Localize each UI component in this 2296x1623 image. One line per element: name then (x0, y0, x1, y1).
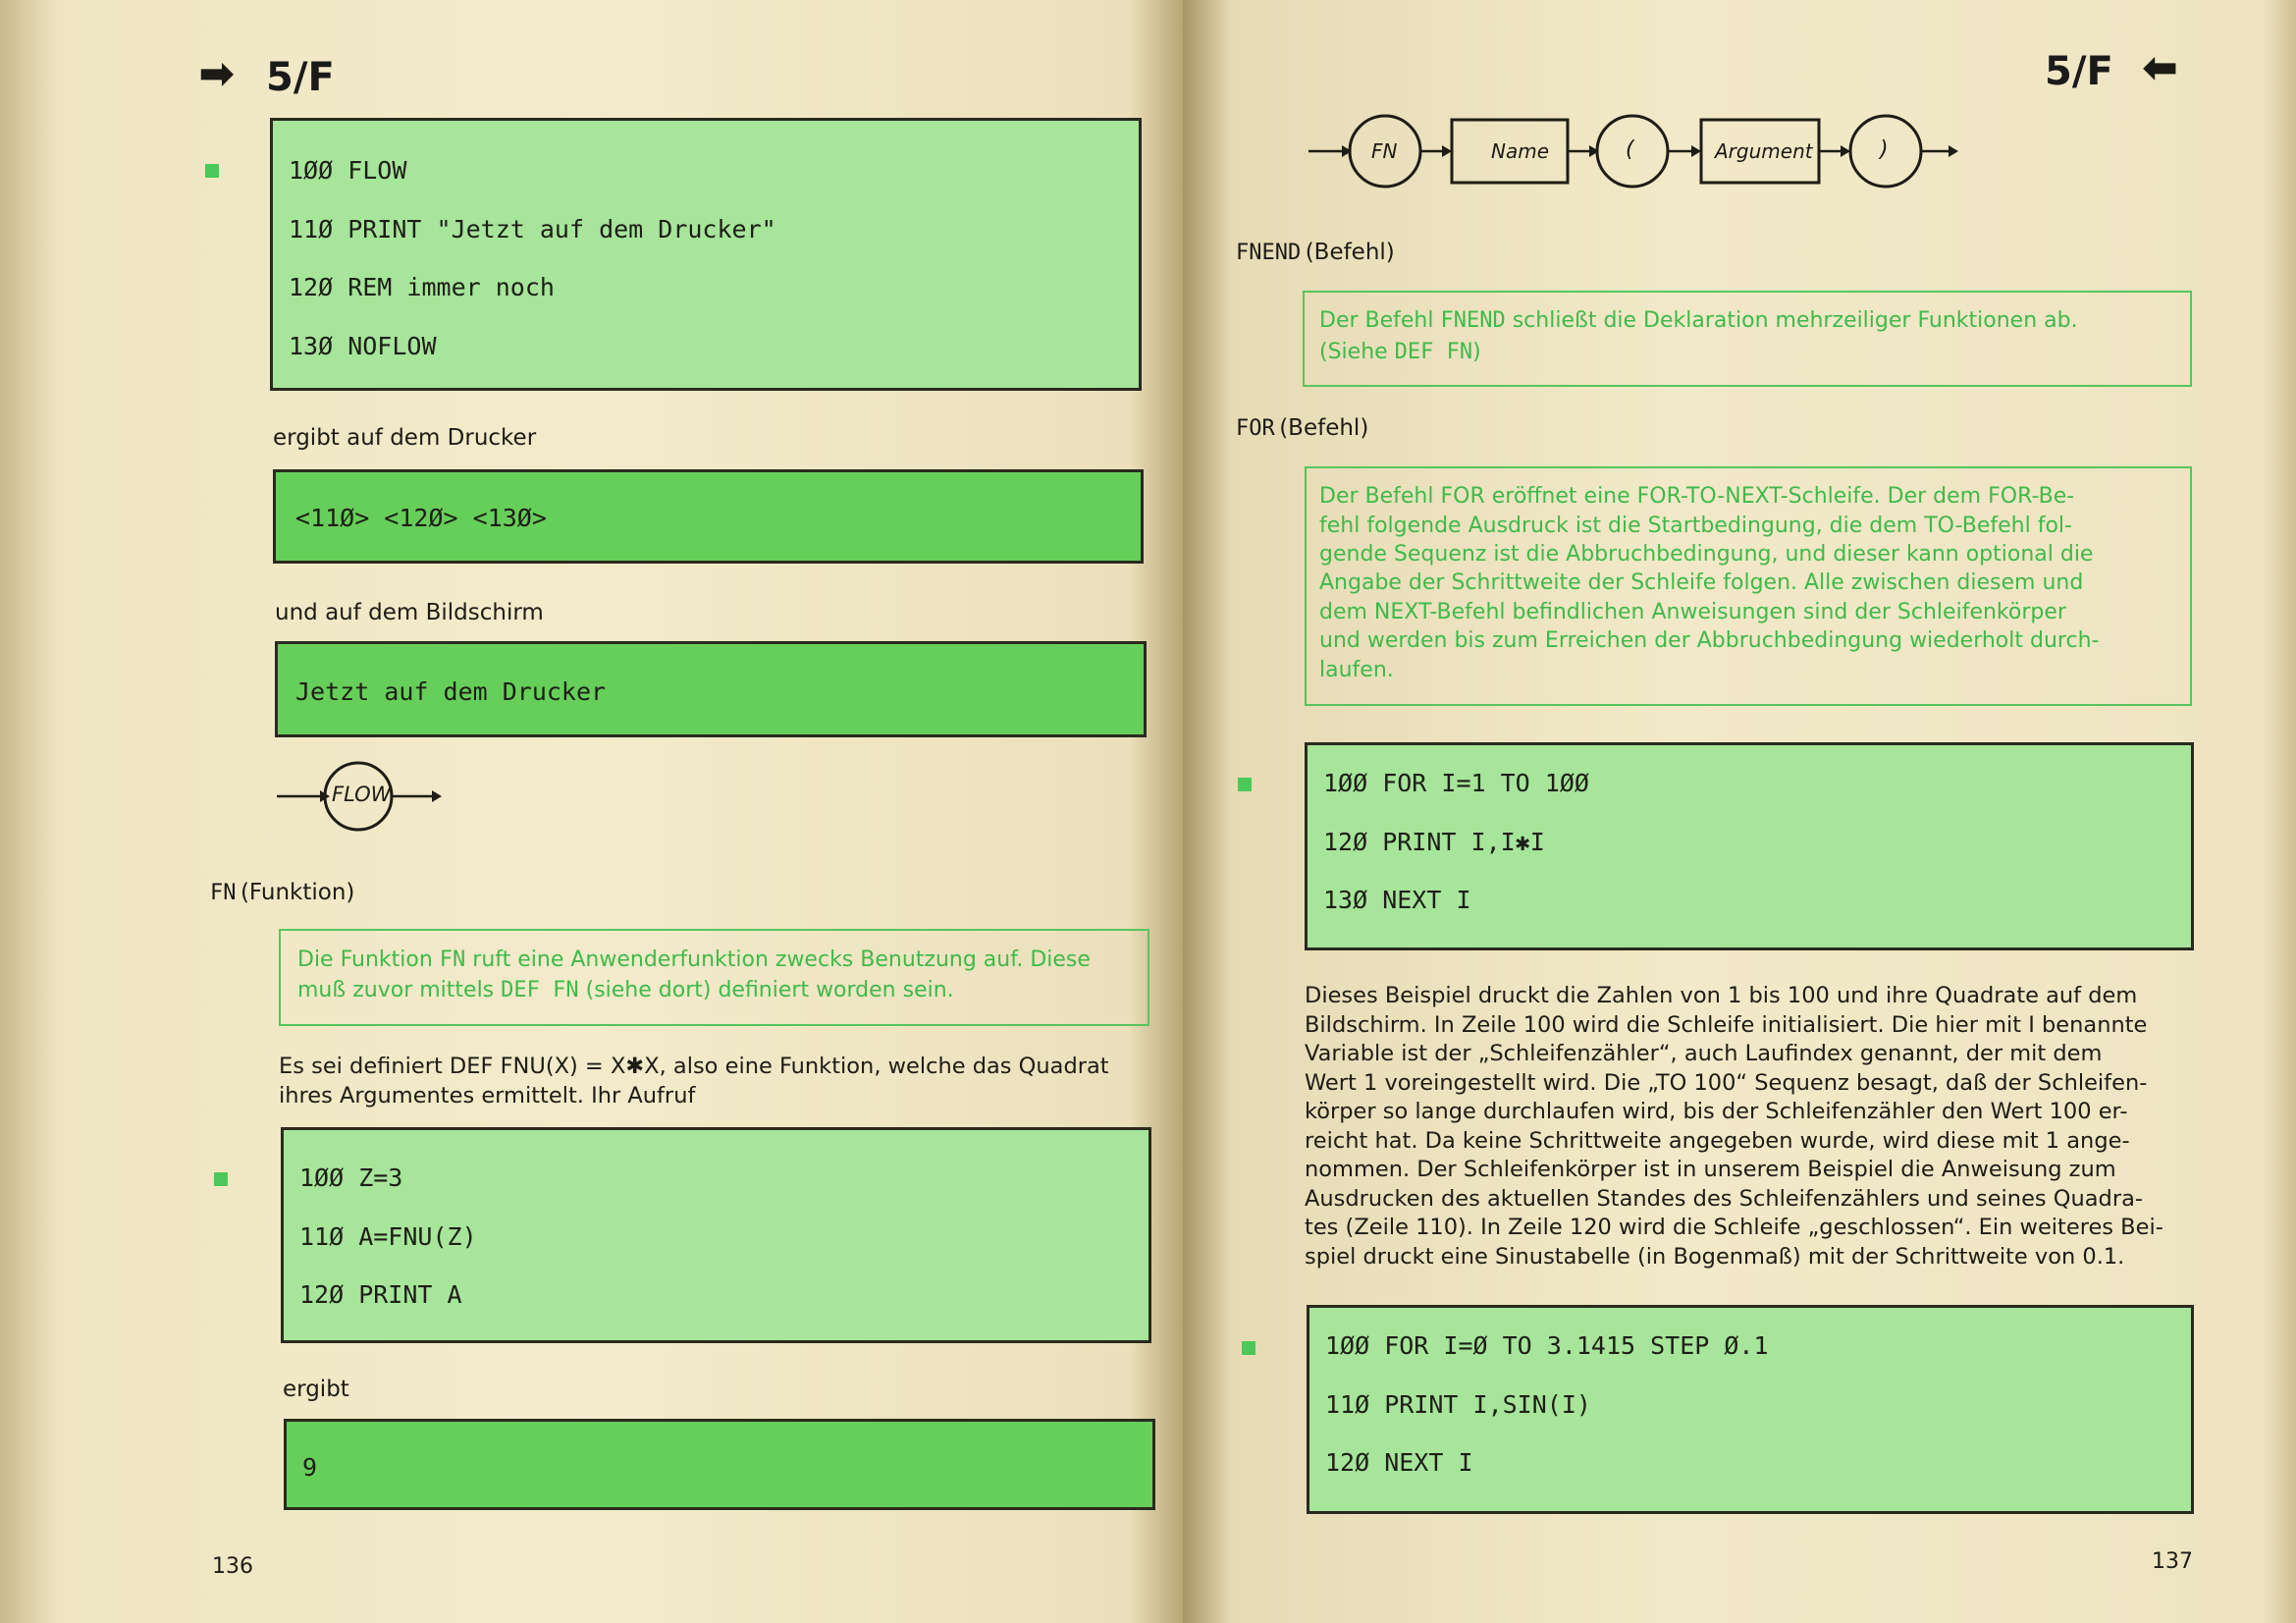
code-line: 13Ø NEXT I (1323, 886, 1471, 914)
screen-output: Jetzt auf dem Drucker (295, 677, 607, 706)
fnend-desc-text: schließt die Deklaration mehrzeiliger Funktionen ab. (1505, 308, 2078, 333)
code-block-fn-example (281, 1127, 1151, 1343)
bullet-marker-icon (214, 1172, 228, 1186)
code-line: 1ØØ FOR I=Ø TO 3.1415 STEP Ø.1 (1325, 1331, 1769, 1360)
fn-desc-keyword: FN (439, 947, 466, 972)
fnend-description-box (1303, 291, 2192, 387)
for-keyword: FOR (1236, 416, 1275, 441)
result-output: 9 (302, 1453, 318, 1482)
body-line: Variable ist der „Schleifenzähler“, auch Laufindex genannt, der mit dem (1305, 1041, 2103, 1066)
syntax-rparen-label: ) (1880, 137, 1889, 162)
for-heading (1236, 415, 1368, 441)
syntax-lparen-label: ( (1626, 137, 1634, 162)
fn-description-line-1 (297, 947, 1091, 972)
fn-description-line-2 (297, 978, 954, 1002)
body-line: Dieses Beispiel druckt die Zahlen von 1 bis 100 und ihre Quadrate auf dem (1305, 983, 2138, 1008)
page-section-label: 5/F (266, 55, 335, 100)
for-description-line: fehl folgende Ausdruck ist die Startbedingung, die dem TO-Befehl fol- (1319, 514, 2072, 538)
fnend-keyword: FNEND (1236, 241, 1302, 265)
arrow-right-icon: ➡ (199, 50, 235, 96)
code-block-for-example (1305, 742, 2194, 950)
code-line: 11Ø A=FNU(Z) (299, 1222, 477, 1251)
fnend-description-line-1 (1319, 308, 2078, 333)
page-number: 136 (212, 1554, 253, 1579)
code-block-flow (270, 118, 1142, 391)
fnend-type: (Befehl) (1305, 240, 1395, 265)
code-line: 12Ø PRINT I,I✱I (1323, 828, 1545, 856)
code-line: 13Ø NOFLOW (289, 332, 437, 360)
flow-symbol-label: FLOW (332, 783, 392, 806)
example-text-line-2: ihres Argumentes ermittelt. Ihr Aufruf (279, 1083, 696, 1109)
right-page (1183, 0, 2296, 1623)
body-line: nommen. Der Schleifenkörper ist in unserem Beispiel die Anweisung zum (1305, 1157, 2116, 1182)
fn-desc-text: muß zuvor mittels (297, 978, 502, 1002)
body-line: körper so lange durchlaufen wird, bis der Schleifenzähler den Wert 100 er- (1305, 1099, 2128, 1124)
for-description-line: laufen. (1319, 658, 1394, 682)
code-line: 11Ø PRINT "Jetzt auf dem Drucker" (289, 215, 776, 243)
screen-label: und auf dem Bildschirm (275, 600, 544, 625)
fn-desc-keyword: DEF FN (501, 978, 579, 1002)
for-description-box (1305, 466, 2192, 706)
bullet-marker-icon (1242, 1341, 1255, 1355)
fnend-desc-text: Der Befehl (1319, 308, 1441, 333)
code-line: 12Ø REM immer noch (289, 273, 555, 301)
code-line: 11Ø PRINT I,SIN(I) (1325, 1390, 1591, 1419)
fnend-heading (1236, 240, 1395, 265)
printer-output-block (273, 469, 1144, 564)
result-label: ergibt (283, 1377, 349, 1402)
code-line: 12Ø PRINT A (299, 1280, 462, 1309)
page-number: 137 (2152, 1549, 2193, 1574)
code-block-sin-example (1307, 1305, 2194, 1514)
arrow-left-icon: ⬅ (2143, 44, 2178, 90)
fn-desc-text: ruft eine Anwenderfunktion zwecks Benutzung auf. Diese (465, 947, 1091, 972)
body-line: tes (Zeile 110). In Zeile 120 wird die Schleife „geschlossen“. Ein weiteres Bei- (1305, 1215, 2163, 1240)
printer-output: <11Ø> <12Ø> <13Ø> (295, 504, 547, 532)
code-line: 12Ø NEXT I (1325, 1448, 1473, 1477)
body-line: reicht hat. Da keine Schrittweite angegeben wurde, wird diese mit 1 ange- (1305, 1127, 2130, 1154)
result-output-block (284, 1419, 1155, 1510)
page-section-label: 5/F (2045, 49, 2113, 94)
fnend-desc-text: ) (1472, 340, 1481, 364)
bullet-marker-icon (205, 164, 219, 178)
printer-label: ergibt auf dem Drucker (273, 425, 537, 451)
fn-heading (210, 880, 354, 905)
body-line: Bildschirm. In Zeile 100 wird die Schleife initialisiert. Die hier mit I benannte (1305, 1011, 2148, 1038)
fnend-desc-keyword: FNEND (1440, 308, 1506, 333)
for-description-line: dem NEXT-Befehl befindlichen Anweisungen sind der Schleifenkörper (1319, 600, 2066, 624)
fnend-description-line-2 (1319, 340, 1481, 364)
body-line: spiel druckt eine Sinustabelle (in Bogenmaß) mit der Schrittweite von 0.1. (1305, 1243, 2125, 1270)
screen-output-block (275, 641, 1147, 737)
bullet-marker-icon (1238, 778, 1252, 791)
fn-keyword: FN (210, 881, 237, 905)
example-text-line-1: Es sei definiert DEF FNU(X) = X✱X, also eine Funktion, welche das Quadrat (279, 1054, 1109, 1079)
for-description-line: und werden bis zum Erreichen der Abbruchbedingung wiederholt durch- (1319, 628, 2100, 653)
body-line: Ausdrucken des aktuellen Standes des Schleifenzählers und seines Quadra- (1305, 1185, 2143, 1212)
syntax-argument-label: Argument (1715, 139, 1813, 163)
fnend-desc-keyword: DEF FN (1394, 340, 1473, 364)
for-description-line: gende Sequenz ist die Abbruchbedingung, und dieser kann optional die (1319, 542, 2094, 567)
body-line: Wert 1 voreingestellt wird. Die „TO 100“ Sequenz besagt, daß der Schleifen- (1305, 1069, 2148, 1096)
fn-description-box (279, 929, 1149, 1026)
code-line: 1ØØ Z=3 (299, 1163, 403, 1192)
fn-desc-text: (siehe dort) definiert worden sein. (578, 978, 954, 1002)
for-description-line: Angabe der Schrittweite der Schleife folgen. Alle zwischen diesem und (1319, 570, 2084, 595)
code-line: 1ØØ FOR I=1 TO 1ØØ (1323, 769, 1589, 797)
syntax-name-label: Name (1491, 139, 1550, 163)
code-line: 1ØØ FLOW (289, 156, 407, 185)
for-type: (Befehl) (1279, 415, 1369, 441)
syntax-fn-label: FN (1371, 139, 1398, 163)
for-description-line: Der Befehl FOR eröffnet eine FOR-TO-NEXT-Schleife. Der dem FOR-Be- (1319, 484, 2075, 509)
fnend-desc-text: (Siehe (1319, 340, 1395, 364)
fn-desc-text: Die Funktion (297, 947, 440, 972)
fn-type: (Funktion) (240, 880, 355, 905)
